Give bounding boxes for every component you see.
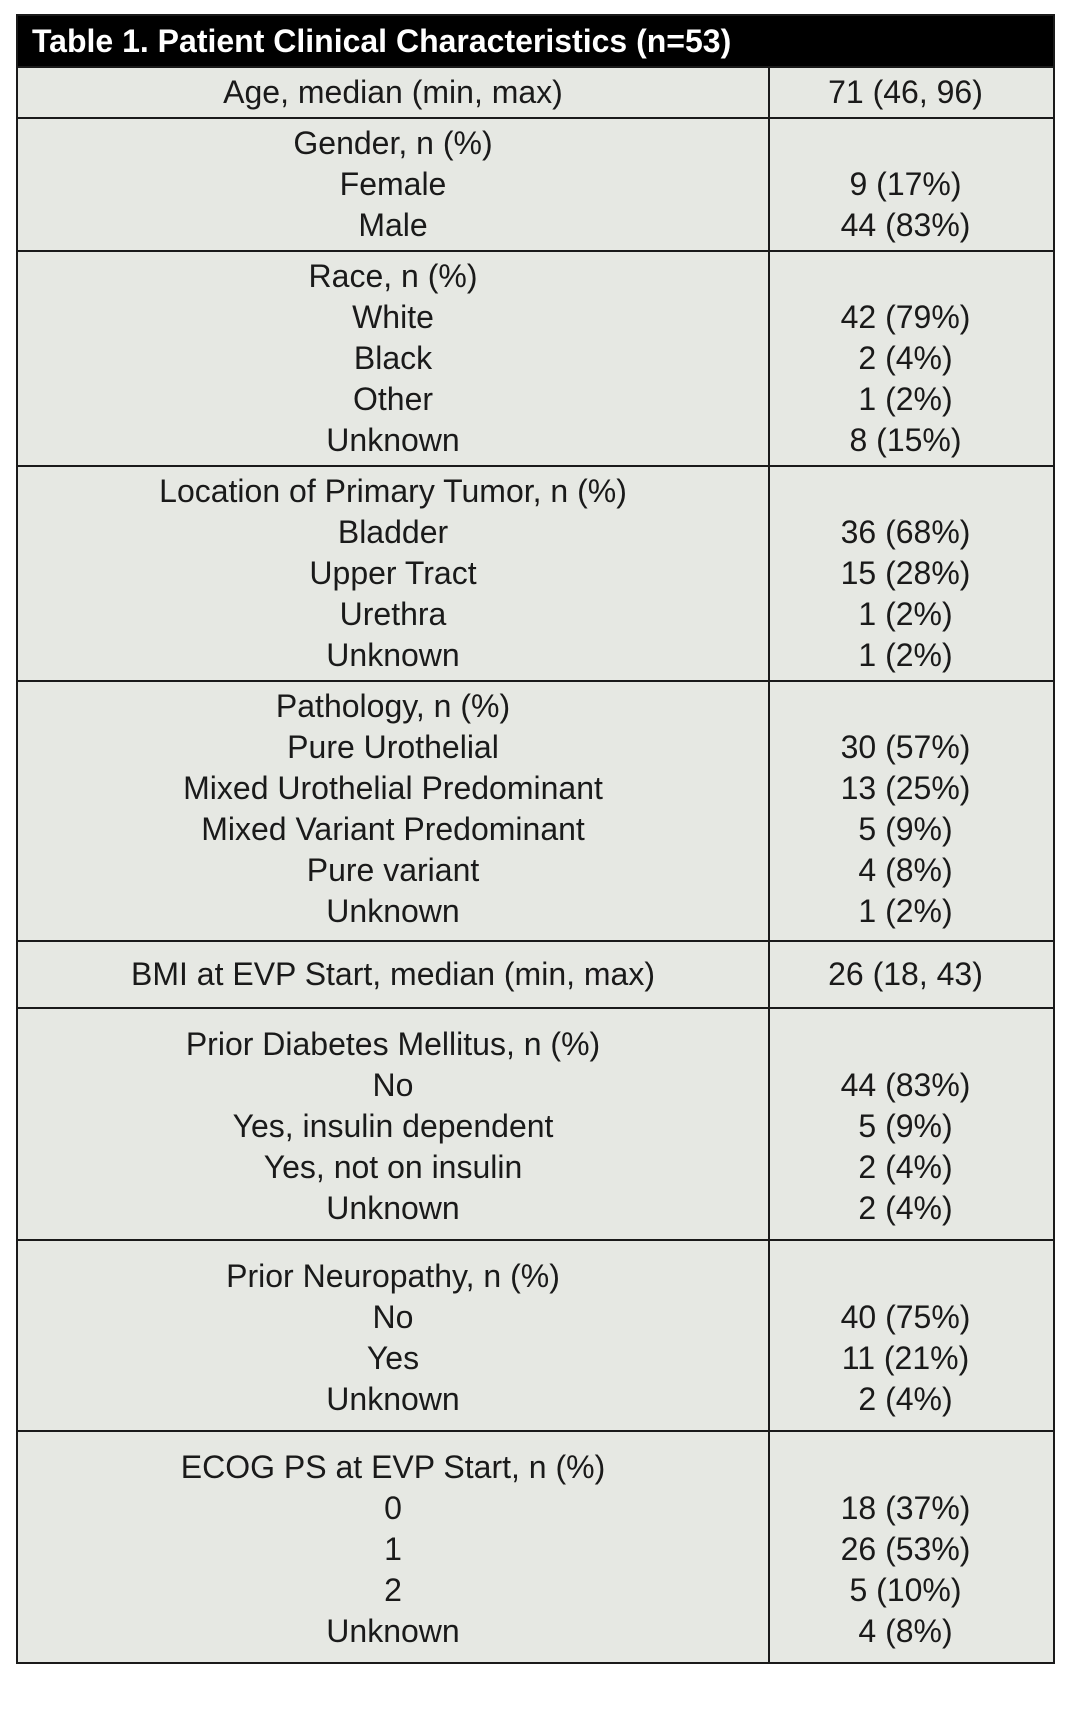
- section-header: Location of Primary Tumor, n (%): [159, 473, 627, 509]
- row-label: Black: [353, 340, 433, 376]
- row-label: Mixed Urothelial Predominant: [183, 770, 603, 806]
- section-value-cell: [770, 942, 1053, 1007]
- table-body: [18, 66, 1053, 1662]
- section-header: Age, median (min, max): [223, 74, 563, 110]
- row-value: 44 (83%): [840, 1067, 971, 1103]
- row-value: 2 (4%): [858, 340, 953, 376]
- row-value: 18 (37%): [840, 1490, 971, 1526]
- section-header: Race, n (%): [308, 258, 478, 294]
- row-label: Unknown: [326, 422, 460, 458]
- section-label-cell: [18, 942, 770, 1007]
- row-label: Yes: [366, 1340, 420, 1376]
- row-label: No: [372, 1299, 414, 1335]
- row-value: 5 (10%): [849, 1572, 962, 1608]
- section-label-cell: [18, 119, 770, 250]
- section-value-cell: [770, 682, 1053, 940]
- section-header-value: [770, 123, 1053, 164]
- table-title: Table 1. Patient Clinical Characteristics (n=53): [18, 16, 1053, 66]
- row-value: 2 (4%): [858, 1149, 953, 1185]
- section-label-cell: [18, 1009, 770, 1239]
- table-section: [18, 465, 1053, 680]
- row-value: 5 (9%): [858, 811, 953, 847]
- section-value-cell: [770, 1432, 1053, 1662]
- clinical-characteristics-table: [16, 14, 1055, 1664]
- row-label: Unknown: [326, 1613, 460, 1649]
- row-value: 4 (8%): [858, 852, 953, 888]
- section-label-cell: [18, 1241, 770, 1430]
- row-label: Pure Urothelial: [287, 729, 499, 765]
- row-value: 1 (2%): [858, 381, 953, 417]
- row-value: 30 (57%): [840, 729, 971, 765]
- section-value-cell: [770, 1009, 1053, 1239]
- row-label: 2: [384, 1572, 402, 1608]
- row-label: 1: [384, 1531, 402, 1567]
- row-value: 13 (25%): [840, 770, 971, 806]
- section-header-value: [770, 686, 1053, 727]
- table-section: [18, 117, 1053, 250]
- row-value: 1 (2%): [858, 596, 953, 632]
- section-label-cell: [18, 252, 770, 465]
- table-section: [18, 250, 1053, 465]
- row-label: Urethra: [339, 596, 447, 632]
- section-header-value: [770, 1024, 1053, 1065]
- section-header: Prior Diabetes Mellitus, n (%): [185, 1026, 601, 1062]
- row-value: 36 (68%): [840, 514, 971, 550]
- row-label: Mixed Variant Predominant: [201, 811, 585, 847]
- section-label-cell: [18, 1432, 770, 1662]
- section-header-value: 71 (46, 96): [828, 74, 983, 110]
- table-section: [18, 1430, 1053, 1662]
- row-label: Other: [352, 381, 434, 417]
- section-header-value: [770, 256, 1053, 297]
- section-header: Pathology, n (%): [275, 688, 511, 724]
- table-section: [18, 1007, 1053, 1239]
- row-label: Unknown: [326, 1190, 460, 1226]
- row-value: 5 (9%): [858, 1108, 953, 1144]
- section-value-cell: [770, 119, 1053, 250]
- row-value: 1 (2%): [858, 893, 953, 929]
- row-label: No: [372, 1067, 414, 1103]
- row-value: 2 (4%): [858, 1190, 953, 1226]
- row-value: 8 (15%): [849, 422, 962, 458]
- row-label: 0: [384, 1490, 402, 1526]
- row-value: 9 (17%): [849, 166, 962, 202]
- row-label: Yes, insulin dependent: [232, 1108, 554, 1144]
- table-section: [18, 680, 1053, 940]
- section-header: Prior Neuropathy, n (%): [226, 1258, 560, 1294]
- section-label-cell: [18, 682, 770, 940]
- section-label-cell: [18, 68, 770, 117]
- section-header: BMI at EVP Start, median (min, max): [130, 956, 655, 992]
- row-value: 44 (83%): [840, 207, 971, 243]
- row-label: Unknown: [326, 893, 460, 929]
- row-value: 2 (4%): [858, 1381, 953, 1417]
- row-label: Pure variant: [306, 852, 480, 888]
- row-value: 40 (75%): [840, 1299, 971, 1335]
- section-label-cell: [18, 467, 770, 680]
- row-value: 11 (21%): [841, 1340, 970, 1376]
- section-value-cell: [770, 467, 1053, 680]
- section-header-value: [770, 471, 1053, 512]
- section-header-value: 26 (18, 43): [828, 956, 983, 992]
- row-label: Yes, not on insulin: [263, 1149, 523, 1185]
- section-header-value: [770, 1447, 1053, 1488]
- section-header-value: [770, 1256, 1053, 1297]
- section-header: Gender, n (%): [293, 125, 493, 161]
- row-value: 42 (79%): [840, 299, 971, 335]
- section-value-cell: [770, 1241, 1053, 1430]
- row-label: Female: [339, 166, 447, 202]
- row-label: Bladder: [337, 514, 449, 550]
- table-section: [18, 1239, 1053, 1430]
- row-label: Unknown: [326, 1381, 460, 1417]
- row-value: 26 (53%): [840, 1531, 971, 1567]
- row-value: 4 (8%): [858, 1613, 953, 1649]
- section-value-cell: [770, 68, 1053, 117]
- row-label: Unknown: [326, 637, 460, 673]
- row-value: 1 (2%): [858, 637, 953, 673]
- section-header: ECOG PS at EVP Start, n (%): [180, 1449, 606, 1485]
- section-value-cell: [770, 252, 1053, 465]
- table-section: [18, 940, 1053, 1007]
- table-section: [18, 66, 1053, 117]
- row-label: White: [352, 299, 434, 335]
- row-label: Male: [358, 207, 428, 243]
- row-value: 15 (28%): [840, 555, 971, 591]
- row-label: Upper Tract: [309, 555, 477, 591]
